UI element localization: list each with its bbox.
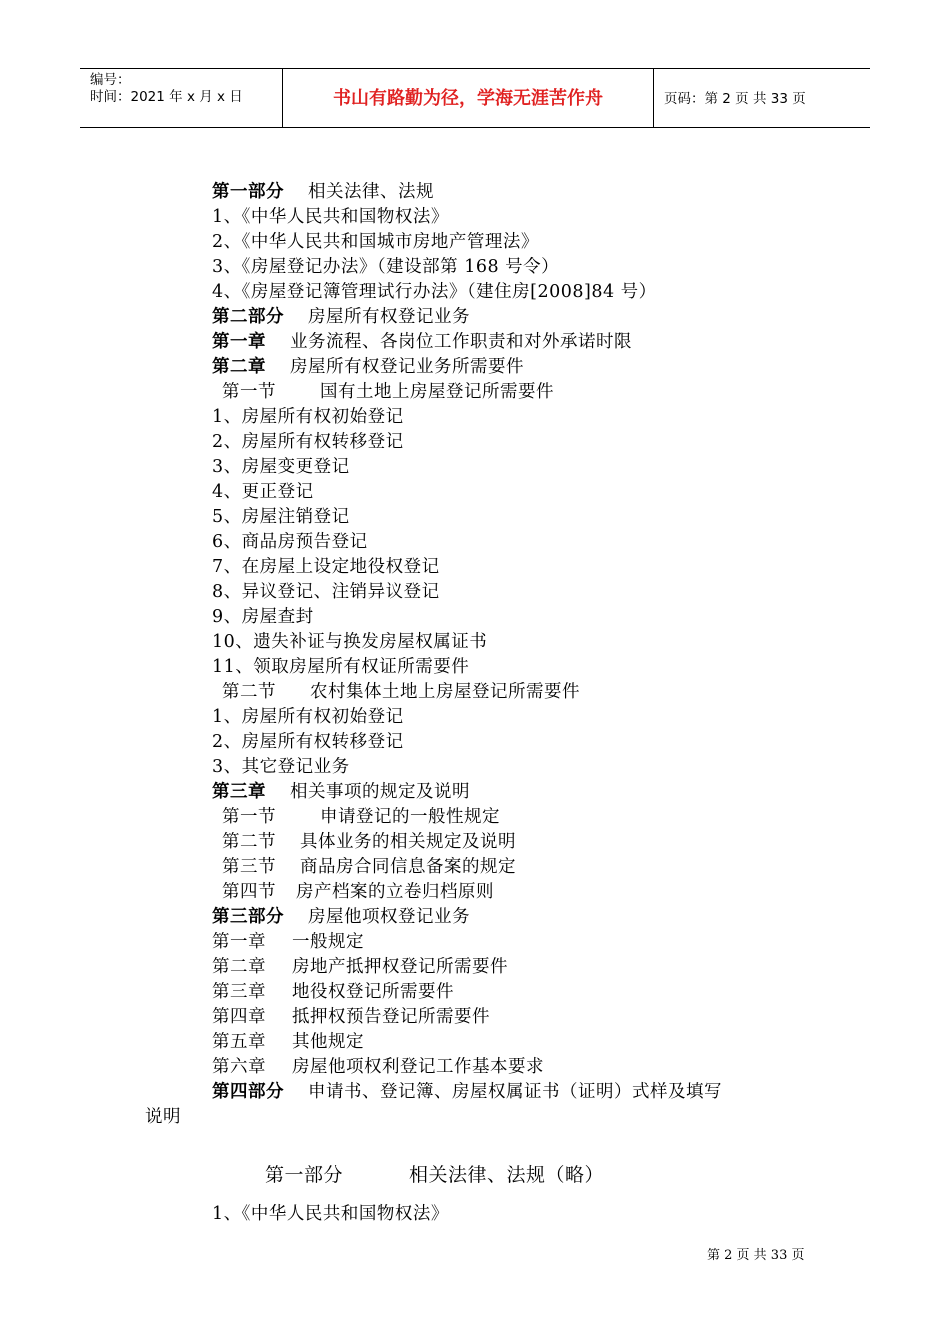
toc-chapter-title: 房屋所有权登记业务所需要件 [290,357,524,377]
toc-item: 3、房屋变更登记 [212,457,350,477]
toc-item: 3、其它登记业务 [212,757,350,777]
toc-part-title: 房屋所有权登记业务 [308,307,470,327]
toc-section-title: 具体业务的相关规定及说明 [300,832,516,852]
toc-item: 4、更正登记 [212,482,314,502]
toc-section [222,855,516,879]
toc-chapter [212,1005,490,1029]
toc-chapter-title: 房屋他项权利登记工作基本要求 [292,1057,544,1077]
toc-part-title: 相关法律、法规 [308,182,434,202]
toc-item: 7、在房屋上设定地役权登记 [212,557,440,577]
toc-chapter [212,330,632,354]
toc-section [222,680,580,704]
toc-part-label: 第四部分 [212,1082,284,1102]
toc-item: 3、《房屋登记办法》（建设部第 168 号令） [212,257,560,277]
toc-chapter-title: 地役权登记所需要件 [292,982,454,1002]
page-info: 页码：第 2 页 共 33 页 [664,91,806,107]
toc-part-title: 申请书、登记簿、房屋权属证书（证明）式样及填写 [308,1082,722,1102]
toc-chapter-title: 房地产抵押权登记所需要件 [292,957,508,977]
toc-chapter [212,780,470,804]
toc-item: 2、房屋所有权转移登记 [212,432,404,452]
toc-chapter-label: 第六章 [212,1057,266,1077]
toc-chapter-title: 抵押权预告登记所需要件 [292,1007,490,1027]
toc-item: 1、《中华人民共和国物权法》 [212,207,449,227]
toc-part1 [212,180,434,204]
toc-part-title: 房屋他项权登记业务 [308,907,470,927]
section-heading-title: 相关法律、法规（略） [409,1164,605,1186]
motto: 书山有路勤为径，学海无涯苦作舟 [333,88,603,109]
section-heading [265,1162,604,1188]
toc-section [222,805,500,829]
toc-section-label: 第四节 [222,882,276,902]
header-right-cell [654,69,870,128]
toc-chapter-label: 第四章 [212,1007,266,1027]
toc-section [222,880,494,904]
body-first-item: 1、《中华人民共和国物权法》 [212,1204,449,1224]
toc-chapter-label: 第二章 [212,357,266,377]
toc-chapter-label: 第一章 [212,932,266,952]
toc-chapter-title: 相关事项的规定及说明 [290,782,470,802]
section-heading-label: 第一部分 [265,1164,344,1186]
page-header [80,68,870,128]
toc-part-label: 第三部分 [212,907,284,927]
toc-chapter [212,930,364,954]
toc-chapter-label: 第一章 [212,332,266,352]
code-label: 编号： [90,72,131,88]
header-motto-cell [282,69,654,128]
toc-section [222,380,554,404]
toc-item: 9、房屋查封 [212,607,314,627]
toc-section-title: 房产档案的立卷归档原则 [296,882,494,902]
toc-part-label: 第二部分 [212,307,284,327]
header-left-cell [80,69,282,128]
toc-section-title: 国有土地上房屋登记所需要件 [320,382,554,402]
toc-item: 6、商品房预告登记 [212,532,368,552]
toc-chapter-title: 业务流程、各岗位工作职责和对外承诺时限 [290,332,632,352]
toc-section-label: 第二节 [222,682,276,702]
toc-item: 4、《房屋登记簿管理试行办法》（建住房[2008]84 号） [212,282,657,302]
toc-chapter [212,1030,364,1054]
toc-section-label: 第一节 [222,382,276,402]
toc-section-title: 农村集体土地上房屋登记所需要件 [310,682,580,702]
toc-part2 [212,305,470,329]
toc-item: 2、房屋所有权转移登记 [212,732,404,752]
toc-item: 1、房屋所有权初始登记 [212,407,404,427]
toc-chapter [212,980,454,1004]
date-label: 时间：2021 年 x 月 x 日 [90,89,243,105]
toc-chapter-label: 第三章 [212,782,266,802]
toc-chapter-label: 第二章 [212,957,266,977]
toc-part3 [212,905,470,929]
toc-part-title-cont: 说明 [145,1107,181,1127]
toc-item: 11、领取房屋所有权证所需要件 [212,657,470,677]
toc-item: 2、《中华人民共和国城市房地产管理法》 [212,232,539,252]
toc-item: 1、房屋所有权初始登记 [212,707,404,727]
toc-chapter-title: 一般规定 [292,932,364,952]
toc-section-label: 第三节 [222,857,276,877]
toc-section-title: 申请登记的一般性规定 [320,807,500,827]
toc-item: 10、遗失补证与换发房屋权属证书 [212,632,488,652]
toc-section [222,830,516,854]
toc-item: 5、房屋注销登记 [212,507,350,527]
toc-chapter-title: 其他规定 [292,1032,364,1052]
toc-section-title: 商品房合同信息备案的规定 [300,857,516,877]
toc-chapter-label: 第五章 [212,1032,266,1052]
toc-section-label: 第一节 [222,807,276,827]
toc-chapter [212,355,524,379]
toc-section-label: 第二节 [222,832,276,852]
toc-chapter [212,1055,544,1079]
page-footer: 第 2 页 共 33 页 [707,1248,805,1263]
toc-chapter [212,955,508,979]
toc-part4 [212,1080,722,1104]
toc-item: 8、异议登记、注销异议登记 [212,582,440,602]
toc-part-label: 第一部分 [212,182,284,202]
toc-chapter-label: 第三章 [212,982,266,1002]
